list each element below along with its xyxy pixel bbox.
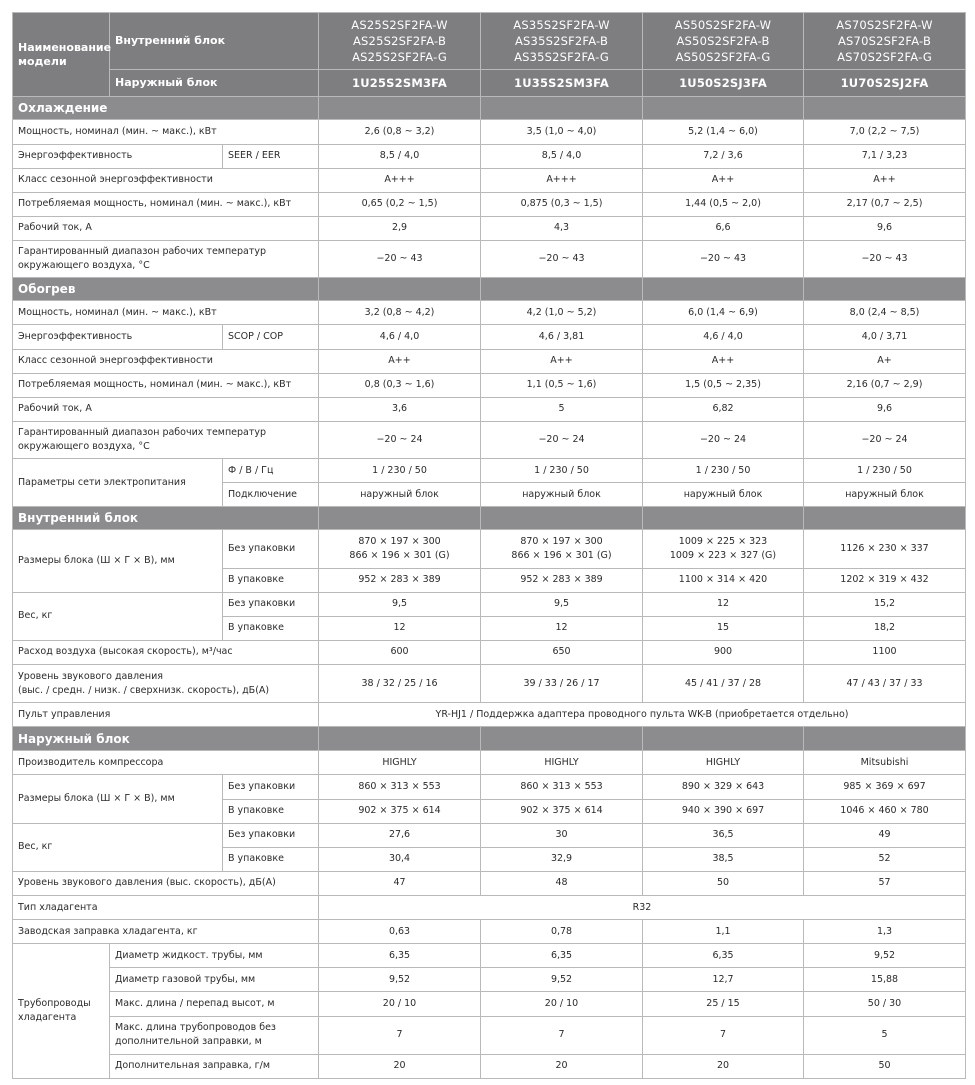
- value-cell: A+++: [481, 168, 643, 192]
- indoor-model-cell: [319, 13, 481, 70]
- value-cell-line: 866 × 196 × 301 (G): [511, 549, 612, 561]
- value-cell: наружный блок: [643, 483, 804, 507]
- value-cell-line: 870 × 197 × 300: [520, 535, 603, 547]
- value-cell: −20 ~ 24: [643, 421, 804, 458]
- outdoor-model-cell: 1U70S2SJ2FA: [804, 70, 966, 97]
- row-label: Мощность, номинал (мин. ~ макс.), кВт: [13, 120, 319, 144]
- power-phase-row: [13, 459, 966, 483]
- value-cell: A++: [804, 168, 966, 192]
- value-cell: 1046 × 460 × 780: [804, 799, 966, 823]
- piping-row: [13, 1016, 966, 1054]
- value-cell: 50: [643, 871, 804, 895]
- value-cell: 3,2 (0,8 ~ 4,2): [319, 301, 481, 325]
- row-sub-label: Без упаковки: [223, 530, 319, 568]
- value-cell: 2,6 (0,8 ~ 3,2): [319, 120, 481, 144]
- value-cell: 1202 × 319 × 432: [804, 568, 966, 592]
- value-cell: 7: [319, 1016, 481, 1054]
- value-cell: 4,3: [481, 216, 643, 240]
- value-cell-line: 1009 × 225 × 323: [678, 535, 768, 547]
- cooling-power-row: [13, 192, 966, 216]
- value-cell: 650: [481, 640, 643, 664]
- row-label-line: Гарантированный диапазон рабочих температур: [18, 426, 267, 438]
- section-cooling-title: Охлаждение: [13, 97, 319, 120]
- value-cell: 57: [804, 871, 966, 895]
- section-indoor-title: Внутренний блок: [13, 507, 319, 530]
- value-cell: A++: [643, 168, 804, 192]
- value-cell: 2,9: [319, 216, 481, 240]
- heating-current-row: [13, 397, 966, 421]
- value-cell: 1100: [804, 640, 966, 664]
- value-cell: 0,78: [481, 920, 643, 944]
- value-cell: 30,4: [319, 847, 481, 871]
- value-cell: 902 × 375 × 614: [319, 799, 481, 823]
- row-sub-label: Подключение: [223, 483, 319, 507]
- row-label-line: (выс. / средн. / низк. / сверхнизк. скорость), дБ(А): [18, 684, 270, 696]
- value-cell: 0,875 (0,3 ~ 1,5): [481, 192, 643, 216]
- heating-power-row: [13, 373, 966, 397]
- value-cell: 0,8 (0,3 ~ 1,6): [319, 373, 481, 397]
- indoor-model-cell-line: AS35S2SF2FA-G: [514, 50, 609, 65]
- value-cell: 2,17 (0,7 ~ 2,5): [804, 192, 966, 216]
- indoor-weight-row-unpacked: [13, 592, 966, 616]
- row-label: Производитель компрессора: [13, 751, 319, 775]
- section-fill: [481, 97, 643, 120]
- indoor-airflow-row: [13, 640, 966, 664]
- value-cell: 8,5 / 4,0: [481, 144, 643, 168]
- value-cell: 25 / 15: [643, 992, 804, 1016]
- row-label: Класс сезонной энергоэффективности: [13, 349, 319, 373]
- row-sub-label: В упаковке: [223, 847, 319, 871]
- row-sub-label: Диаметр жидкост. трубы, мм: [110, 944, 319, 968]
- value-cell: 15,88: [804, 968, 966, 992]
- value-cell: 5,2 (1,4 ~ 6,0): [643, 120, 804, 144]
- value-cell: 6,82: [643, 397, 804, 421]
- section-indoor: [13, 507, 966, 530]
- section-fill: [319, 278, 481, 301]
- value-cell: −20 ~ 43: [319, 241, 481, 278]
- section-fill: [319, 507, 481, 530]
- value-cell: 20: [319, 1054, 481, 1078]
- piping-label-line: Трубопроводы: [18, 998, 91, 1010]
- value-cell: наружный блок: [319, 483, 481, 507]
- section-heating: [13, 278, 966, 301]
- section-fill: [643, 727, 804, 751]
- value-cell-line: 870 × 197 × 300: [358, 535, 441, 547]
- value-cell: [319, 530, 481, 568]
- row-sub-label: [110, 1016, 319, 1054]
- outdoor-model-cell: 1U25S2SM3FA: [319, 70, 481, 97]
- row-label: Заводская заправка хладагента, кг: [13, 920, 319, 944]
- value-cell: 20: [643, 1054, 804, 1078]
- value-cell: 1,1: [643, 920, 804, 944]
- row-sub-label: Диаметр газовой трубы, мм: [110, 968, 319, 992]
- indoor-model-cell: [481, 13, 643, 70]
- section-fill: [643, 507, 804, 530]
- value-cell: 6,35: [319, 944, 481, 968]
- value-cell: 4,2 (1,0 ~ 5,2): [481, 301, 643, 325]
- value-cell: 12: [481, 616, 643, 640]
- section-outdoor: [13, 727, 966, 751]
- value-cell: 1 / 230 / 50: [319, 459, 481, 483]
- indoor-model-cell-line: AS50S2SF2FA-G: [675, 50, 771, 65]
- row-label: Рабочий ток, А: [13, 216, 319, 240]
- row-sub-label-line: дополнительной заправки, м: [115, 1036, 262, 1048]
- section-fill: [804, 507, 966, 530]
- section-fill: [481, 727, 643, 751]
- outdoor-unit-label: Наружный блок: [110, 70, 319, 97]
- value-cell: 902 × 375 × 614: [481, 799, 643, 823]
- value-cell: Mitsubishi: [804, 751, 966, 775]
- value-cell: 20 / 10: [319, 992, 481, 1016]
- section-heating-title: Обогрев: [13, 278, 319, 301]
- value-cell: 7,0 (2,2 ~ 7,5): [804, 120, 966, 144]
- value-cell: A+: [804, 349, 966, 373]
- value-cell: 985 × 369 × 697: [804, 775, 966, 799]
- value-cell: 900: [643, 640, 804, 664]
- value-cell: −20 ~ 43: [804, 241, 966, 278]
- value-cell: 45 / 41 / 37 / 28: [643, 664, 804, 702]
- value-cell: 39 / 33 / 26 / 17: [481, 664, 643, 702]
- row-label: Расход воздуха (высокая скорость), м³/час: [13, 640, 319, 664]
- outdoor-weight-row-unpacked: [13, 823, 966, 847]
- value-cell: −20 ~ 24: [481, 421, 643, 458]
- value-cell: 952 × 283 × 389: [319, 568, 481, 592]
- value-cell: 48: [481, 871, 643, 895]
- row-label: Пульт управления: [13, 703, 319, 727]
- value-cell: 20: [481, 1054, 643, 1078]
- value-cell-line: 1009 × 223 × 327 (G): [669, 549, 777, 561]
- value-cell: 9,5: [481, 592, 643, 616]
- value-cell: 2,16 (0,7 ~ 2,9): [804, 373, 966, 397]
- indoor-model-cell-line: AS50S2SF2FA-W: [674, 18, 772, 33]
- row-sub-label: Без упаковки: [223, 775, 319, 799]
- value-cell: [804, 530, 966, 568]
- model-name-label: Наименование модели: [13, 13, 110, 97]
- row-label: Мощность, номинал (мин. ~ макс.), кВт: [13, 301, 319, 325]
- indoor-size-label: Размеры блока (Ш × Г × В), мм: [13, 530, 223, 592]
- value-cell: 20 / 10: [481, 992, 643, 1016]
- piping-row: [13, 968, 966, 992]
- value-cell: A++: [643, 349, 804, 373]
- outdoor-charge-row: [13, 920, 966, 944]
- value-cell: A++: [481, 349, 643, 373]
- value-cell: 4,6 / 4,0: [319, 325, 481, 349]
- value-cell: HIGHLY: [319, 751, 481, 775]
- indoor-model-cell: [804, 13, 966, 70]
- row-label: [13, 664, 319, 702]
- value-cell: 9,52: [481, 968, 643, 992]
- piping-row: [13, 1054, 966, 1078]
- section-fill: [319, 727, 481, 751]
- power-label: Параметры сети электропитания: [13, 459, 223, 507]
- section-fill: [481, 278, 643, 301]
- indoor-model-cell-line: AS25S2SF2FA-B: [352, 34, 447, 49]
- value-cell: 7: [481, 1016, 643, 1054]
- cooling-current-row: [13, 216, 966, 240]
- cooling-temp-row: [13, 241, 966, 278]
- value-cell: 18,2: [804, 616, 966, 640]
- value-cell-line: 866 × 196 × 301 (G): [349, 549, 450, 561]
- value-cell: A+++: [319, 168, 481, 192]
- indoor-size-row-unpacked: [13, 530, 966, 568]
- value-cell: HIGHLY: [643, 751, 804, 775]
- header-row-indoor: [13, 13, 966, 70]
- indoor-remote-row: [13, 703, 966, 727]
- value-cell: 9,52: [319, 968, 481, 992]
- value-cell: 940 × 390 × 697: [643, 799, 804, 823]
- value-cell: 9,52: [804, 944, 966, 968]
- value-cell: 1100 × 314 × 420: [643, 568, 804, 592]
- value-cell: 38,5: [643, 847, 804, 871]
- piping-row: [13, 944, 966, 968]
- value-cell: 9,6: [804, 397, 966, 421]
- outdoor-compressor-row: [13, 751, 966, 775]
- value-cell: 6,0 (1,4 ~ 6,9): [643, 301, 804, 325]
- indoor-model-cell-line: AS25S2SF2FA-G: [352, 50, 447, 65]
- heating-efficiency-row: [13, 325, 966, 349]
- value-cell: 32,9: [481, 847, 643, 871]
- cooling-efficiency-row: [13, 144, 966, 168]
- row-sub-label: В упаковке: [223, 616, 319, 640]
- heating-capacity-row: [13, 301, 966, 325]
- section-fill: [804, 278, 966, 301]
- row-sub-label: SEER / EER: [223, 144, 319, 168]
- indoor-weight-label: Вес, кг: [13, 592, 223, 640]
- cooling-class-row: [13, 168, 966, 192]
- value-cell: 3,6: [319, 397, 481, 421]
- value-cell: 38 / 32 / 25 / 16: [319, 664, 481, 702]
- value-cell: 1,5 (0,5 ~ 2,35): [643, 373, 804, 397]
- remote-value: YR-HJ1 / Поддержка адаптера проводного пульта WK-B (приобретается отдельно): [319, 703, 966, 727]
- value-cell: 0,63: [319, 920, 481, 944]
- value-cell: 12: [319, 616, 481, 640]
- value-cell: 7: [643, 1016, 804, 1054]
- row-label: Энергоэффективность: [13, 325, 223, 349]
- piping-label: [13, 944, 110, 1079]
- section-fill: [319, 97, 481, 120]
- value-cell: 50 / 30: [804, 992, 966, 1016]
- value-cell: 3,5 (1,0 ~ 4,0): [481, 120, 643, 144]
- value-cell: 4,6 / 3,81: [481, 325, 643, 349]
- indoor-model-cell-line: AS50S2SF2FA-B: [676, 34, 770, 49]
- row-label-line: Уровень звукового давления: [18, 670, 163, 682]
- value-cell: наружный блок: [481, 483, 643, 507]
- refrigerant-value: R32: [319, 895, 966, 919]
- outdoor-noise-row: [13, 871, 966, 895]
- value-cell: 52: [804, 847, 966, 871]
- value-cell: 36,5: [643, 823, 804, 847]
- value-cell: A++: [319, 349, 481, 373]
- value-cell: 1 / 230 / 50: [481, 459, 643, 483]
- value-cell: 4,0 / 3,71: [804, 325, 966, 349]
- outdoor-model-cell: 1U50S2SJ3FA: [643, 70, 804, 97]
- row-sub-label: Без упаковки: [223, 823, 319, 847]
- value-cell: 8,0 (2,4 ~ 8,5): [804, 301, 966, 325]
- spec-table: [12, 12, 966, 1079]
- outdoor-model-cell: 1U35S2SM3FA: [481, 70, 643, 97]
- row-label: Энергоэффективность: [13, 144, 223, 168]
- row-sub-label: В упаковке: [223, 568, 319, 592]
- value-cell: наружный блок: [804, 483, 966, 507]
- indoor-model-cell-line: AS25S2SF2FA-W: [351, 18, 448, 33]
- value-cell: 860 × 313 × 553: [319, 775, 481, 799]
- indoor-model-cell-line: AS35S2SF2FA-W: [513, 18, 610, 33]
- row-label: Тип хладагента: [13, 895, 319, 919]
- header-row-outdoor: [13, 70, 966, 97]
- heating-temp-row: [13, 421, 966, 458]
- value-cell: 9,5: [319, 592, 481, 616]
- section-fill: [481, 507, 643, 530]
- value-cell: −20 ~ 24: [804, 421, 966, 458]
- outdoor-size-row-unpacked: [13, 775, 966, 799]
- row-sub-label-line: Макс. длина трубопроводов без: [115, 1022, 276, 1034]
- indoor-model-cell-line: AS35S2SF2FA-B: [514, 34, 609, 49]
- section-outdoor-title: Наружный блок: [13, 727, 319, 751]
- value-cell: 5: [481, 397, 643, 421]
- value-cell: HIGHLY: [481, 751, 643, 775]
- value-cell: 6,35: [481, 944, 643, 968]
- row-sub-label: Макс. длина / перепад высот, м: [110, 992, 319, 1016]
- value-cell: 6,35: [643, 944, 804, 968]
- value-cell: 860 × 313 × 553: [481, 775, 643, 799]
- outdoor-size-label: Размеры блока (Ш × Г × В), мм: [13, 775, 223, 823]
- value-cell: 600: [319, 640, 481, 664]
- row-sub-label: SCOP / COP: [223, 325, 319, 349]
- value-cell: 1 / 230 / 50: [804, 459, 966, 483]
- value-cell: 6,6: [643, 216, 804, 240]
- value-cell: 7,2 / 3,6: [643, 144, 804, 168]
- value-cell: 12: [643, 592, 804, 616]
- value-cell-line: 1126 × 230 × 337: [840, 542, 929, 554]
- section-fill: [804, 727, 966, 751]
- value-cell: 952 × 283 × 389: [481, 568, 643, 592]
- value-cell: 8,5 / 4,0: [319, 144, 481, 168]
- value-cell: 1,44 (0,5 ~ 2,0): [643, 192, 804, 216]
- heating-class-row: [13, 349, 966, 373]
- value-cell: 7,1 / 3,23: [804, 144, 966, 168]
- indoor-model-cell-line: AS70S2SF2FA-W: [836, 18, 933, 33]
- row-label: Потребляемая мощность, номинал (мин. ~ макс.), кВт: [13, 373, 319, 397]
- value-cell: 1 / 230 / 50: [643, 459, 804, 483]
- section-fill: [804, 97, 966, 120]
- section-fill: [643, 278, 804, 301]
- row-sub-label: В упаковке: [223, 799, 319, 823]
- value-cell: [643, 530, 804, 568]
- indoor-noise-row: [13, 664, 966, 702]
- value-cell: 1,1 (0,5 ~ 1,6): [481, 373, 643, 397]
- row-sub-label: Без упаковки: [223, 592, 319, 616]
- indoor-model-cell: [643, 13, 804, 70]
- row-label: Рабочий ток, А: [13, 397, 319, 421]
- value-cell: 9,6: [804, 216, 966, 240]
- value-cell: 30: [481, 823, 643, 847]
- value-cell: 47: [319, 871, 481, 895]
- value-cell: −20 ~ 43: [643, 241, 804, 278]
- row-sub-label: Дополнительная заправка, г/м: [110, 1054, 319, 1078]
- outdoor-refrigerant-row: [13, 895, 966, 919]
- cooling-capacity-row: [13, 120, 966, 144]
- indoor-model-cell-line: AS70S2SF2FA-B: [837, 34, 932, 49]
- value-cell: 1,3: [804, 920, 966, 944]
- row-label-line: Гарантированный диапазон рабочих температур: [18, 246, 267, 258]
- value-cell: −20 ~ 43: [481, 241, 643, 278]
- piping-label-line: хладагента: [18, 1012, 77, 1024]
- value-cell: 49: [804, 823, 966, 847]
- value-cell: −20 ~ 24: [319, 421, 481, 458]
- value-cell: 27,6: [319, 823, 481, 847]
- row-label: [13, 421, 319, 458]
- value-cell: 12,7: [643, 968, 804, 992]
- value-cell: 4,6 / 4,0: [643, 325, 804, 349]
- value-cell: 15: [643, 616, 804, 640]
- value-cell: 890 × 329 × 643: [643, 775, 804, 799]
- value-cell: 0,65 (0,2 ~ 1,5): [319, 192, 481, 216]
- value-cell: 50: [804, 1054, 966, 1078]
- row-label: Класс сезонной энергоэффективности: [13, 168, 319, 192]
- piping-row: [13, 992, 966, 1016]
- indoor-model-cell-line: AS70S2SF2FA-G: [837, 50, 932, 65]
- value-cell: 5: [804, 1016, 966, 1054]
- value-cell: 47 / 43 / 37 / 33: [804, 664, 966, 702]
- row-label-line: окружающего воздуха, °C: [18, 440, 150, 452]
- row-label: Потребляемая мощность, номинал (мин. ~ макс.), кВт: [13, 192, 319, 216]
- row-label: Уровень звукового давления (выс. скорость), дБ(А): [13, 871, 319, 895]
- value-cell: 15,2: [804, 592, 966, 616]
- section-cooling: [13, 97, 966, 120]
- outdoor-weight-label: Вес, кг: [13, 823, 223, 871]
- section-fill: [643, 97, 804, 120]
- value-cell: [481, 530, 643, 568]
- row-label: [13, 241, 319, 278]
- row-label-line: окружающего воздуха, °C: [18, 260, 150, 272]
- indoor-unit-label: Внутренний блок: [110, 13, 319, 70]
- row-sub-label: Ф / В / Гц: [223, 459, 319, 483]
